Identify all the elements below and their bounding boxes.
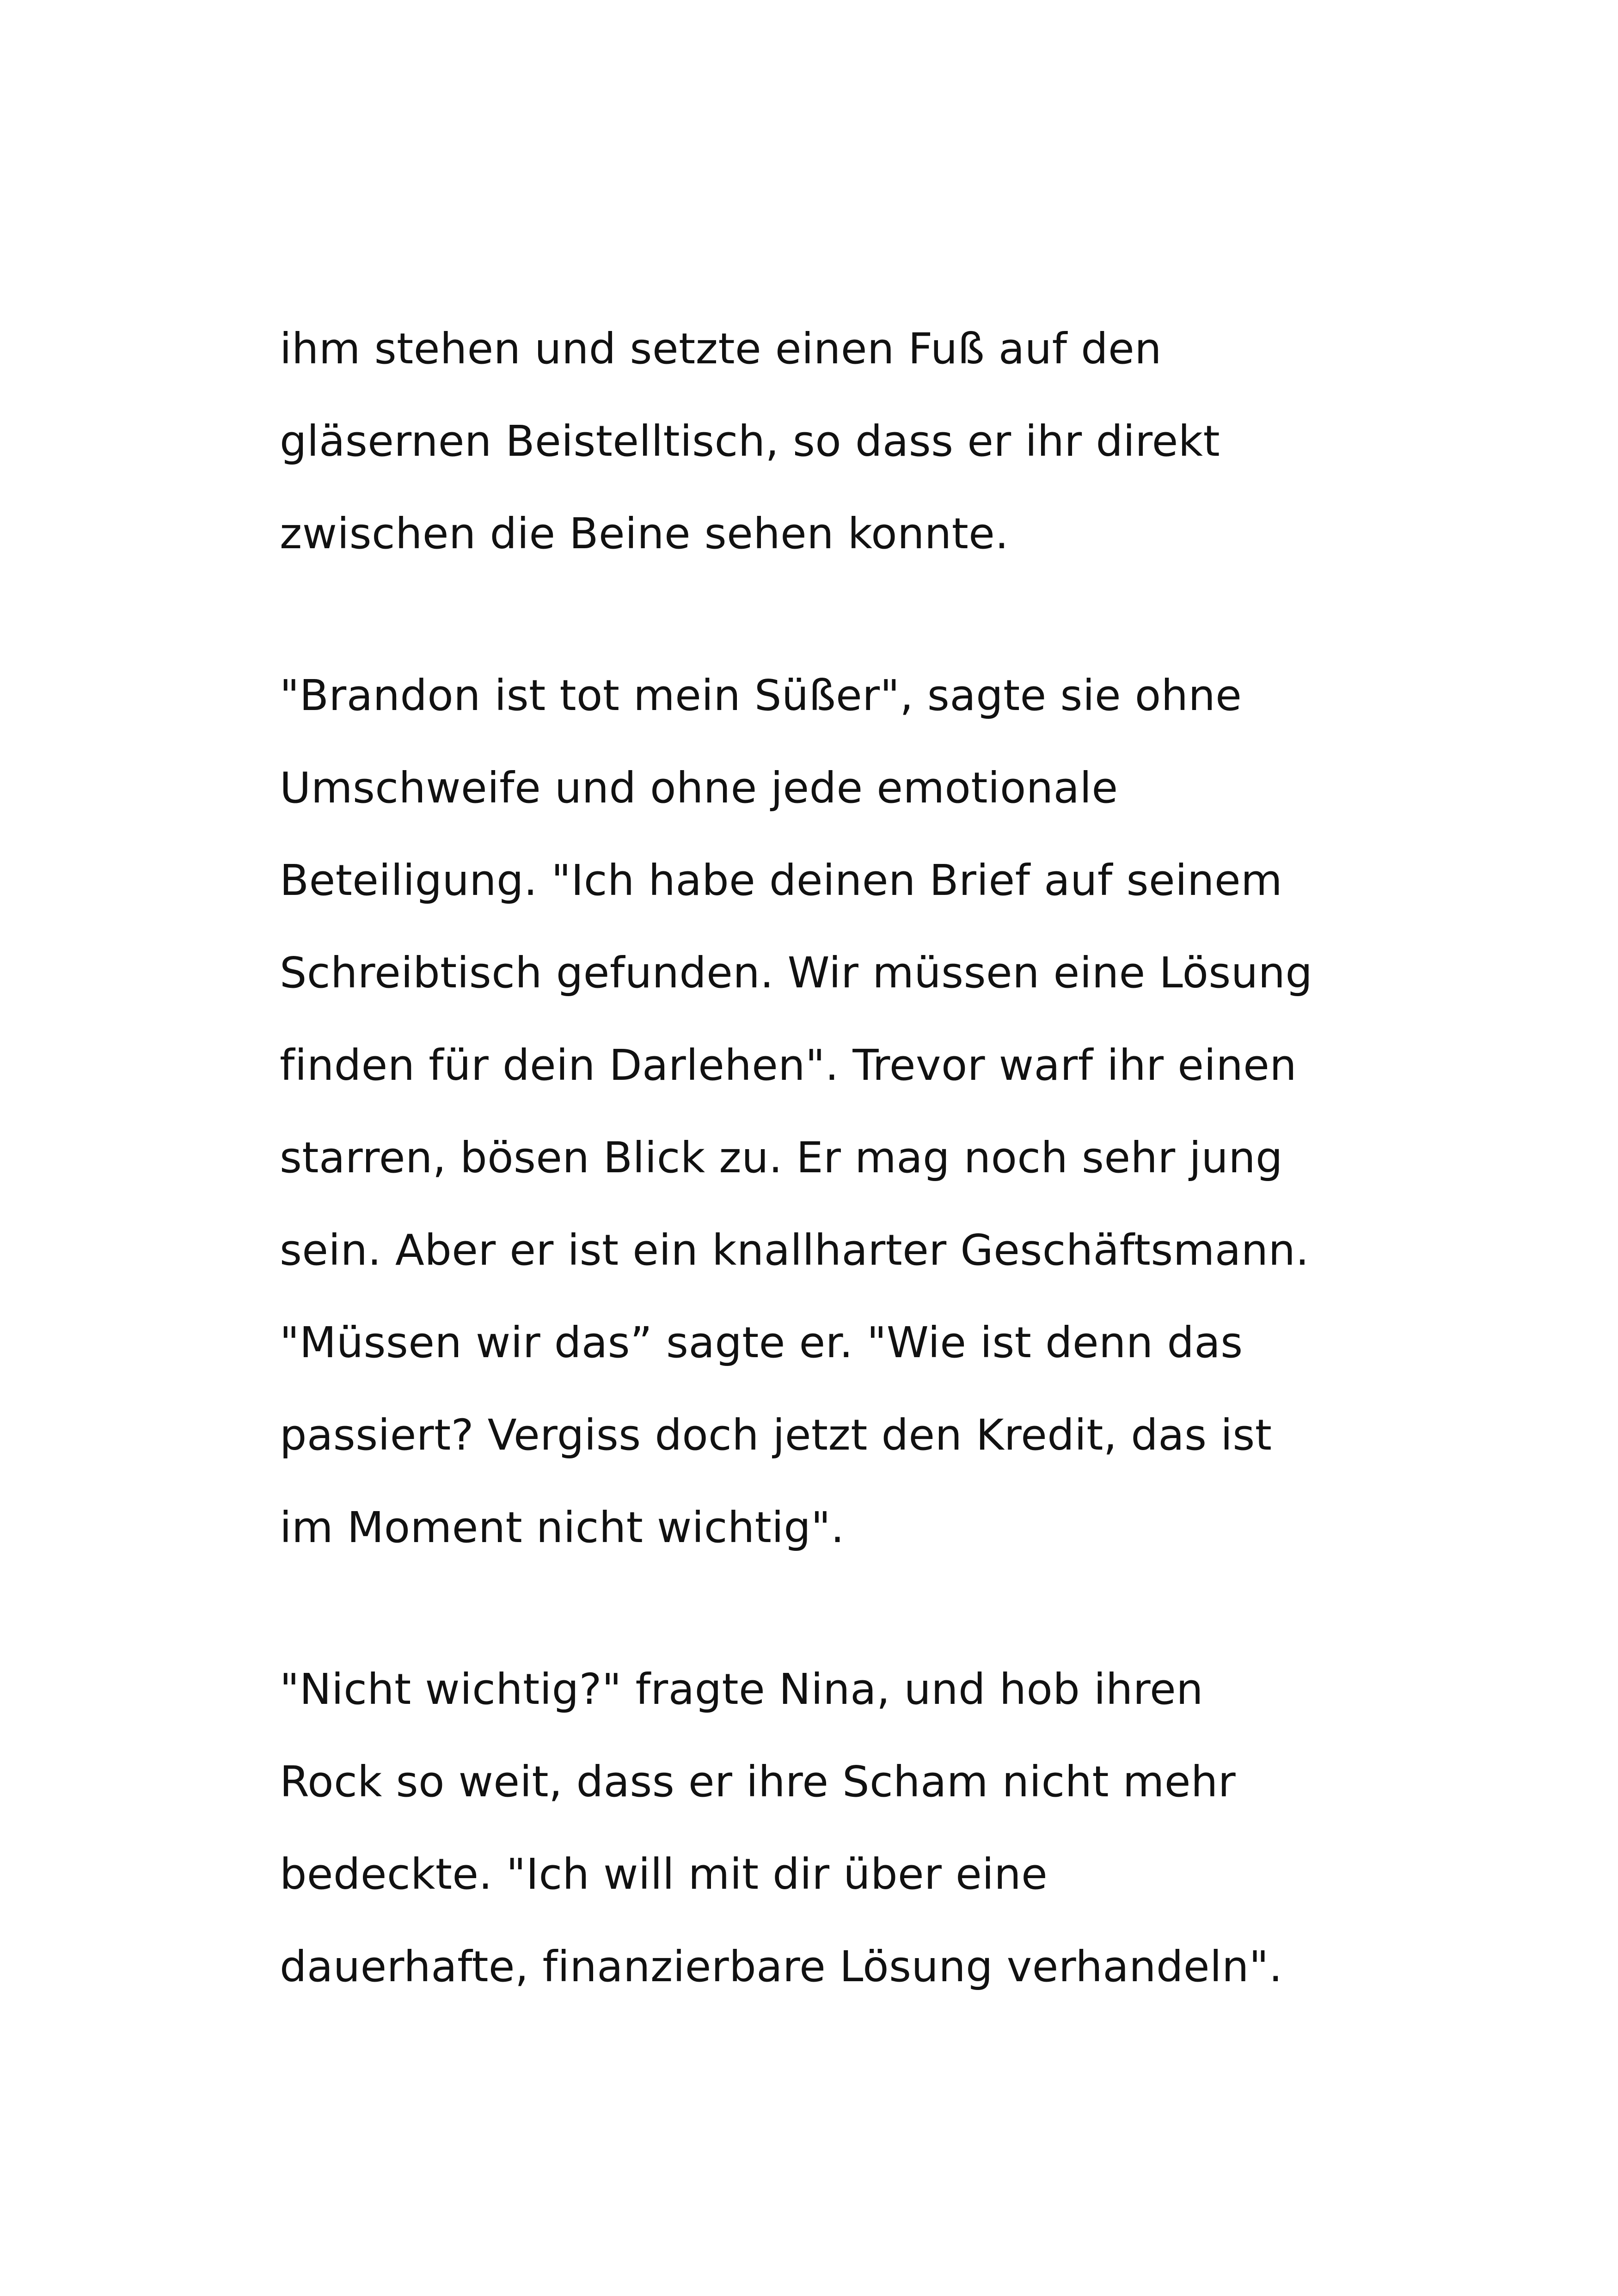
text-line: finden für dein Darlehen". Trevor warf ihr einen bbox=[280, 1041, 1297, 1090]
text-line: Beteiligung. "Ich habe deinen Brief auf seinem bbox=[280, 856, 1283, 905]
text-line: passiert? Vergiss doch jetzt den Kredit, das ist bbox=[280, 1410, 1272, 1460]
text-line: sein. Aber er ist ein knallharter Geschäftsmann. bbox=[280, 1225, 1310, 1275]
text-line: bedeckte. "Ich will mit dir über eine bbox=[280, 1849, 1048, 1899]
text-line: ihm stehen und setzte einen Fuß auf den bbox=[280, 324, 1162, 373]
text-line: "Müssen wir das” sagte er. "Wie ist denn das bbox=[280, 1318, 1243, 1367]
text-line: zwischen die Beine sehen konnte. bbox=[280, 509, 1009, 558]
text-line: Umschweife und ohne jede emotionale bbox=[280, 763, 1118, 813]
text-line: starren, bösen Blick zu. Er mag noch sehr jung bbox=[280, 1133, 1283, 1182]
text-line: Schreibtisch gefunden. Wir müssen eine Lösung bbox=[280, 948, 1313, 998]
text-line: "Nicht wichtig?" fragte Nina, und hob ihren bbox=[280, 1665, 1204, 1714]
text-line: gläsernen Beistelltisch, so dass er ihr direkt bbox=[280, 416, 1220, 466]
text-line: Rock so weit, dass er ihre Scham nicht mehr bbox=[280, 1757, 1236, 1806]
text-line: im Moment nicht wichtig". bbox=[280, 1503, 845, 1552]
text-line: dauerhafte, finanzierbare Lösung verhandeln". bbox=[280, 1942, 1283, 1991]
text-line: "Brandon ist tot mein Süßer", sagte sie ohne bbox=[280, 671, 1242, 720]
